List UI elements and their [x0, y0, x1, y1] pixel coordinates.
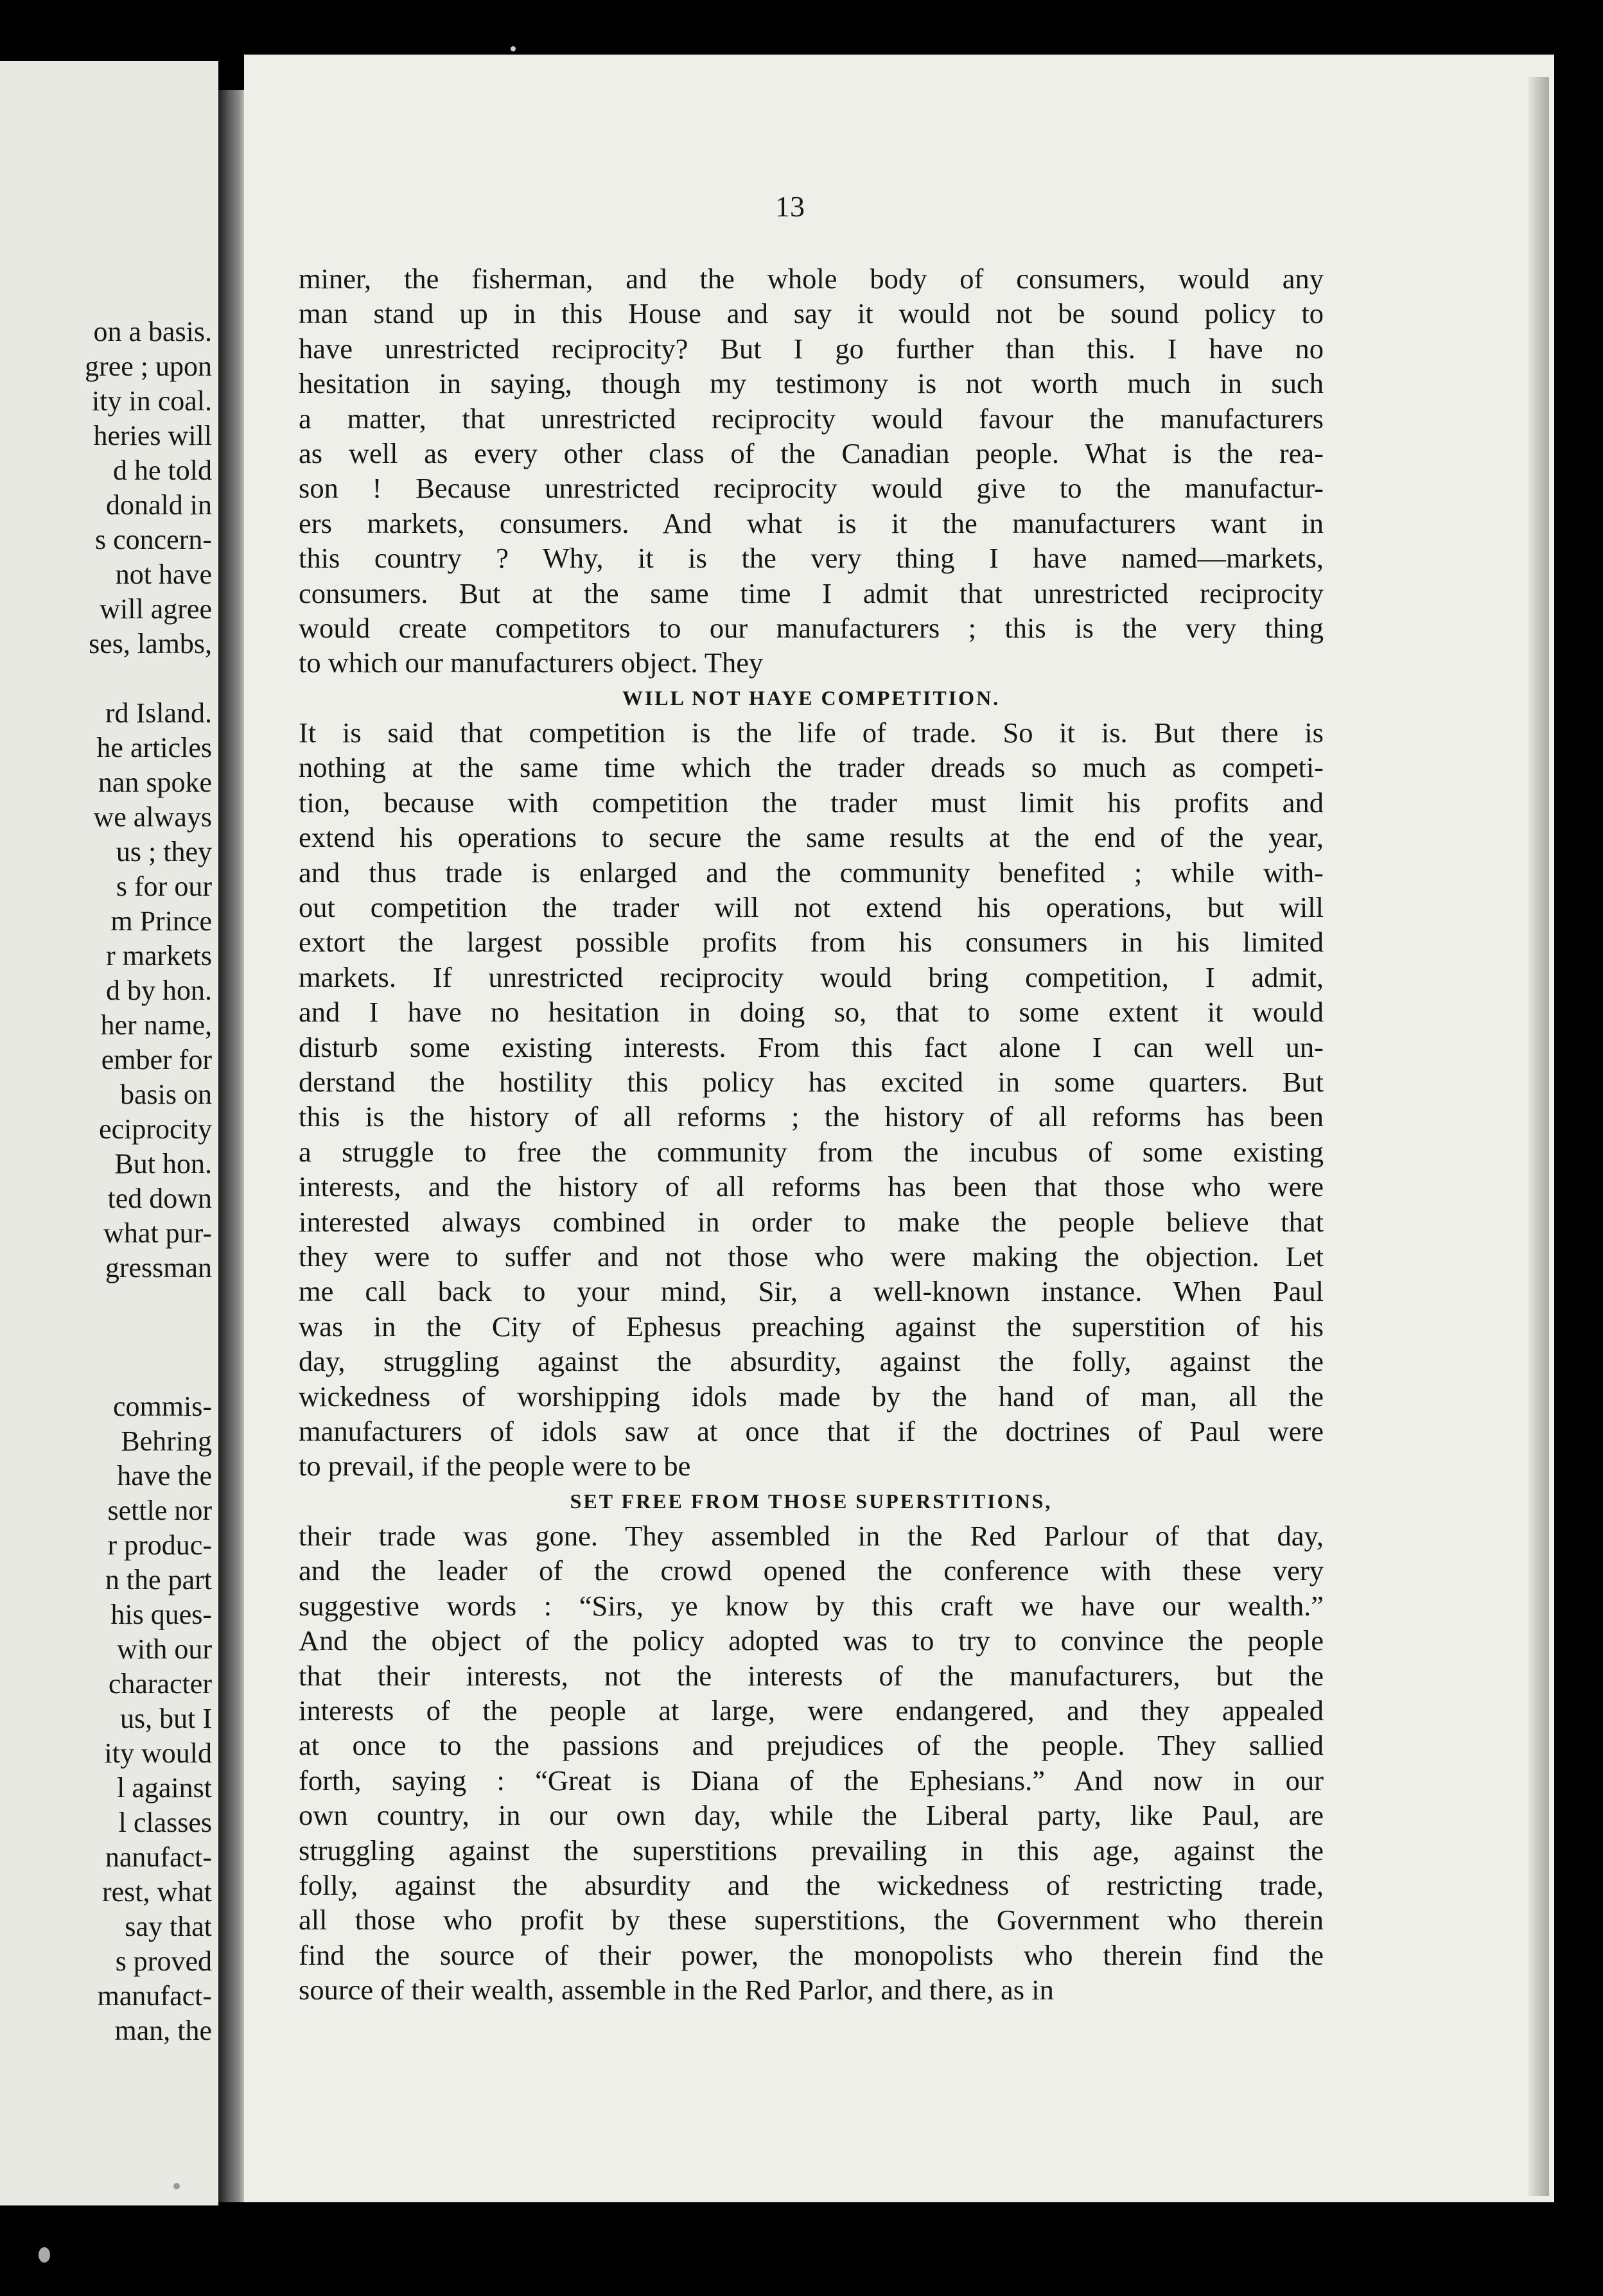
previous-page-line: us, but I: [120, 1703, 212, 1734]
previous-page-line: ity in coal.: [92, 385, 212, 417]
text-line: all those who profit by these superstitions, the Government who therein: [299, 1904, 1324, 1936]
text-line: tion, because with competition the trader must limit his profits and: [299, 786, 1324, 819]
previous-page-line: But hon.: [114, 1148, 212, 1179]
text-line: extend his operations to secure the same results at the end of the year,: [299, 821, 1324, 854]
previous-page-line: will agree: [100, 593, 212, 625]
previous-page-line: r produc-: [107, 1529, 212, 1561]
text-line: as well as every other class of the Canadian people. What is the rea-: [299, 437, 1324, 469]
previous-page-line: commis-: [113, 1391, 212, 1422]
previous-page-line: have the: [117, 1460, 212, 1492]
previous-page-line: r markets: [106, 940, 212, 971]
text-line: me call back to your mind, Sir, a well-known instance. When Paul: [299, 1275, 1324, 1308]
previous-page-line: character: [108, 1668, 212, 1700]
text-line: at once to the passions and prejudices of the people. They sallied: [299, 1729, 1324, 1762]
text-line: folly, against the absurdity and the wickedness of restricting trade,: [299, 1868, 1324, 1901]
previous-page-line: [0, 661, 212, 696]
previous-page-line: heries will: [93, 420, 212, 451]
previous-page-line: rd Island.: [105, 697, 212, 729]
text-line: a matter, that unrestricted reciprocity would favour the manufacturers: [299, 402, 1324, 435]
text-line: forth, saying : “Great is Diana of the Ephesians.” And now in our: [299, 1764, 1324, 1796]
previous-page-line: d by hon.: [106, 975, 212, 1006]
previous-page-line: with our: [117, 1633, 212, 1665]
text-line: a struggle to free the community from the incubus of some existing: [299, 1135, 1324, 1168]
text-line: to which our manufacturers object. They: [299, 647, 764, 679]
text-line: struggling against the superstitions prevailing in this age, against the: [299, 1834, 1324, 1866]
text-line: and the leader of the crowd opened the conference with these very: [299, 1554, 1324, 1587]
previous-page: [0, 61, 218, 2205]
previous-page-line: man, the: [114, 2015, 212, 2046]
previous-page-line: [0, 1355, 212, 1389]
text-line: hesitation in saying, though my testimony is not worth much in such: [299, 367, 1324, 400]
text-line: interests, and the history of all reforms has been that those who were: [299, 1170, 1324, 1203]
text-line: and I have no hesitation in doing so, that to some extent it would: [299, 996, 1324, 1029]
previous-page-line: settle nor: [107, 1495, 212, 1526]
text-line: extort the largest possible profits from his consumers in his limited: [299, 926, 1324, 959]
text-line: man stand up in this House and say it would not be sound policy to: [299, 297, 1324, 330]
paragraph-3: [299, 1518, 1324, 2007]
text-line: was in the City of Ephesus preaching against the superstition of his: [299, 1310, 1324, 1343]
text-line: interests of the people at large, were endangered, and they appealed: [299, 1694, 1324, 1727]
previous-page-line: n the part: [105, 1564, 212, 1596]
text-line: this country ? Why, it is the very thing I have named—markets,: [299, 542, 1324, 575]
previous-page-line: what pur-: [103, 1217, 212, 1249]
text-line: manufacturers of idols saw at once that if the doctrines of Paul were: [299, 1414, 1324, 1447]
text-line: that their interests, not the interests of the manufacturers, but the: [299, 1659, 1324, 1692]
previous-page-line: s for our: [116, 871, 212, 902]
previous-page-line: ted down: [107, 1183, 212, 1214]
section-heading-1: WILL NOT HAYE COMPETITION.: [622, 686, 1001, 709]
text-line: miner, the fisherman, and the whole body of consumers, would any: [299, 263, 1324, 295]
text-line: their trade was gone. They assembled in the Red Parlour of that day,: [299, 1520, 1324, 1552]
scan-speck: [39, 2247, 50, 2263]
text-line: It is said that competition is the life of trade. So it is. But there is: [299, 717, 1324, 749]
previous-page-line: [0, 1285, 212, 1320]
text-line: And the object of the policy adopted was to try to convince the people: [299, 1624, 1324, 1657]
previous-page-line: nanufact-: [105, 1841, 212, 1873]
previous-page-line: say that: [125, 1911, 212, 1942]
page-edge-shadow: [1529, 77, 1549, 2196]
previous-page-line: rest, what: [101, 1876, 212, 1908]
previous-page-line: ses, lambs,: [89, 628, 212, 659]
previous-page-line: basis on: [120, 1079, 212, 1110]
previous-page-text: [0, 315, 212, 2048]
text-line: to prevail, if the people were to be: [299, 1450, 691, 1483]
previous-page-line: d he told: [113, 455, 212, 486]
text-line: ers markets, consumers. And what is it the manufacturers want in: [299, 507, 1324, 539]
previous-page-line: eciprocity: [99, 1113, 212, 1145]
text-line: find the source of their power, the monopolists who therein find the: [299, 1938, 1324, 1971]
text-line: own country, in our own day, while the Liberal party, like Paul, are: [299, 1799, 1324, 1832]
previous-page-line: m Prince: [110, 905, 212, 937]
section-heading-2: SET FREE FROM THOSE SUPERSTITIONS,: [570, 1489, 1053, 1513]
previous-page-line: ember for: [101, 1044, 212, 1075]
previous-page-line: manufact-: [97, 1980, 212, 2012]
text-line: would create competitors to our manufacturers ; this is the very thing: [299, 611, 1324, 644]
previous-page-line: not have: [115, 559, 212, 590]
previous-page-line: [0, 1320, 212, 1355]
scan-speck: [173, 2183, 180, 2189]
text-line: this is the history of all reforms ; the history of all reforms has been: [299, 1100, 1324, 1133]
page-number: 13: [775, 190, 805, 223]
previous-page-line: he articles: [96, 732, 212, 763]
paragraph-1: [299, 261, 1324, 681]
previous-page-line: ity would: [104, 1737, 212, 1769]
previous-page-line: us ; they: [116, 836, 212, 867]
paragraph-2: [299, 715, 1324, 1484]
text-line: markets. If unrestricted reciprocity would bring competition, I admit,: [299, 961, 1324, 993]
previous-page-line: s proved: [115, 1945, 212, 1977]
book-gutter: [218, 90, 244, 2202]
text-line: day, struggling against the absurdity, against the folly, against the: [299, 1345, 1324, 1378]
text-line: son ! Because unrestricted reciprocity would give to the manufactur-: [299, 472, 1324, 505]
text-line: have unrestricted reciprocity? But I go further than this. I have no: [299, 332, 1324, 365]
text-line: derstand the hostility this policy has excited in some quarters. But: [299, 1065, 1324, 1098]
text-line: and thus trade is enlarged and the community benefited ; while with-: [299, 856, 1324, 889]
previous-page-line: his ques-: [110, 1599, 212, 1630]
text-line: wickedness of worshipping idols made by the hand of man, all the: [299, 1380, 1324, 1413]
previous-page-line: l classes: [118, 1807, 212, 1838]
text-line: out competition the trader will not extend his operations, but will: [299, 891, 1324, 924]
text-line: interested always combined in order to make the people believe that: [299, 1205, 1324, 1238]
previous-page-line: l against: [117, 1772, 212, 1804]
text-line: source of their wealth, assemble in the Red Parlor, and there, as in: [299, 1974, 1054, 2006]
previous-page-line: s concern-: [94, 524, 212, 555]
previous-page-line: her name,: [100, 1009, 212, 1041]
text-line: suggestive words : “Sirs, ye know by this craft we have our wealth.”: [299, 1589, 1324, 1622]
scan-speck: [511, 46, 516, 51]
previous-page-line: gressman: [105, 1252, 212, 1283]
previous-page-line: Behring: [121, 1425, 212, 1457]
text-line: nothing at the same time which the trader dreads so much as competi-: [299, 751, 1324, 784]
previous-page-line: gree ; upon: [85, 351, 212, 382]
previous-page-line: nan spoke: [98, 767, 212, 798]
text-line: consumers. But at the same time I admit that unrestricted reciprocity: [299, 577, 1324, 609]
page-body: [299, 261, 1324, 2008]
text-line: they were to suffer and not those who were making the objection. Let: [299, 1240, 1324, 1273]
previous-page-line: on a basis.: [93, 316, 212, 347]
text-line: disturb some existing interests. From this fact alone I can well un-: [299, 1031, 1324, 1063]
previous-page-line: we always: [93, 801, 212, 833]
previous-page-line: donald in: [106, 489, 212, 521]
